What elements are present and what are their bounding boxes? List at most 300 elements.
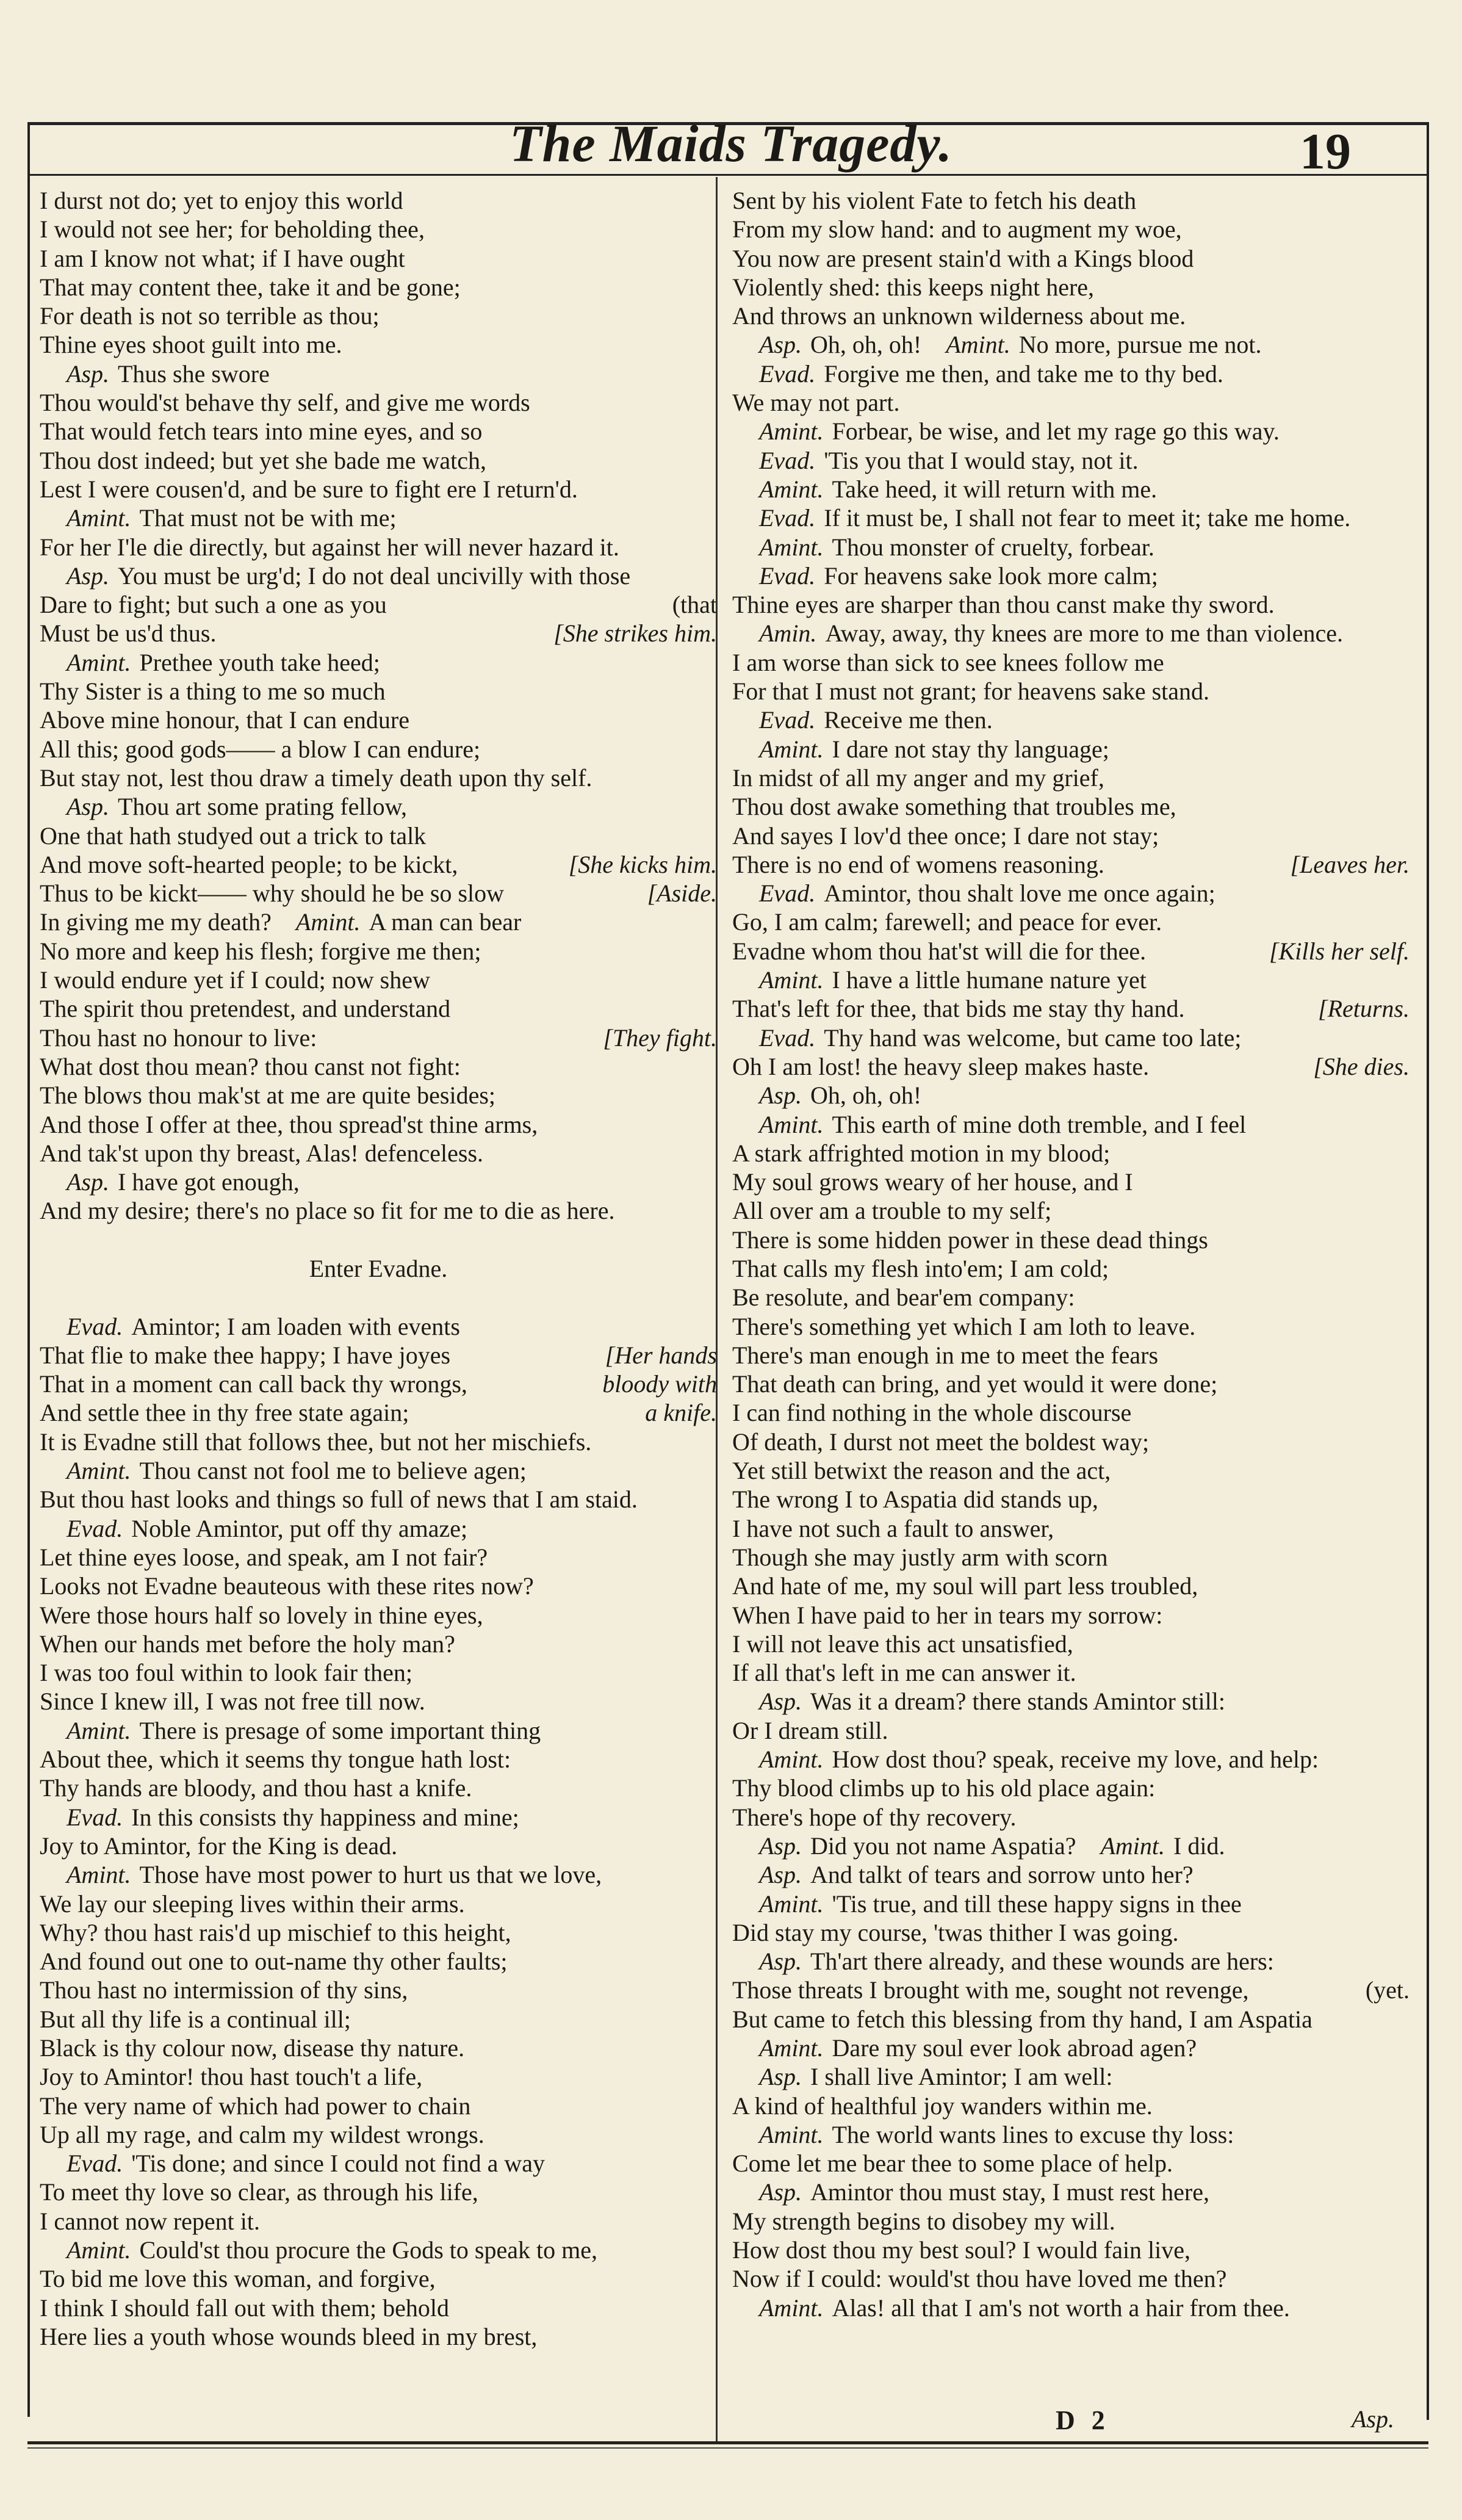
verse-line	[732, 1370, 1410, 1398]
verse-line	[732, 533, 1410, 561]
stage-direction: [Kills her self.	[1269, 937, 1410, 965]
line-text: If it must be, I shall not fear to meet it; take me home.	[824, 504, 1351, 532]
line-text: Or I dream still.	[732, 1716, 888, 1744]
verse-line	[40, 215, 717, 244]
verse-line	[732, 2207, 1410, 2236]
verse-line	[40, 850, 717, 879]
verse-line	[40, 2178, 717, 2206]
line-text: 'Tis true, and till these happy signs in thee	[832, 1890, 1242, 1918]
verse-line	[732, 244, 1410, 273]
verse-line	[40, 2294, 717, 2322]
line-text: A stark affrighted motion in my blood;	[732, 1139, 1111, 1167]
verse-line	[732, 937, 1410, 966]
verse-line	[40, 1832, 717, 1860]
line-text: Thine eyes shoot guilt into me.	[40, 331, 342, 359]
verse-line	[732, 388, 1410, 417]
line-text: And settle thee in thy free state again;	[40, 1399, 409, 1427]
speaker-prefix: Asp.	[759, 1948, 802, 1976]
speaker-prefix: Asp.	[759, 2178, 802, 2206]
line-text: And tak'st upon thy breast, Alas! defenceless.	[40, 1139, 484, 1167]
line-text: I was too foul within to look fair then;	[40, 1659, 413, 1687]
line-text: How dost thou my best soul? I would fain live,	[732, 2236, 1191, 2264]
line-text: There is presage of some important thing	[139, 1716, 541, 1744]
line-text: Were those hours half so lovely in thine eyes,	[40, 1601, 483, 1629]
line-text: Yet still betwixt the reason and the act,	[732, 1457, 1111, 1485]
line-text: From my slow hand: and to augment my woe,	[732, 215, 1182, 244]
line-text: But all thy life is a continual ill;	[40, 2005, 351, 2033]
verse-line	[40, 648, 717, 677]
verse-line	[40, 1254, 717, 1283]
verse-line	[40, 446, 717, 475]
line-text: Sent by his violent Fate to fetch his death	[732, 187, 1137, 214]
speaker-prefix: Amin.	[759, 619, 817, 648]
line-text: Why? thou hast rais'd up mischief to this height,	[40, 1918, 511, 1946]
verse-line	[40, 1658, 717, 1687]
verse-line	[732, 1658, 1410, 1687]
verse-line	[732, 994, 1410, 1023]
verse-line	[40, 677, 717, 706]
line-text: The blows thou mak'st at me are quite besides;	[40, 1081, 496, 1110]
line-text: Dare my soul ever look abroad agen?	[832, 2034, 1197, 2062]
verse-line	[40, 821, 717, 850]
line-text: Forgive me then, and take me to thy bed.	[824, 359, 1223, 388]
verse-line	[40, 1168, 717, 1196]
line-text: The spirit thou pretendest, and understand	[40, 995, 451, 1023]
verse-line	[732, 1832, 1410, 1860]
verse-line	[40, 1601, 717, 1630]
line-text: Away, away, thy knees are more to me than violence.	[825, 619, 1344, 648]
turnover: (that	[672, 591, 717, 619]
verse-line	[732, 273, 1410, 301]
verse-line	[40, 1226, 717, 1254]
line-text: Lest I were cousen'd, and be sure to fight ere I return'd.	[40, 475, 578, 503]
verse-line	[732, 966, 1410, 994]
verse-line	[40, 417, 717, 446]
verse-line	[732, 359, 1410, 388]
speaker-prefix: Evad.	[67, 1803, 123, 1831]
verse-line	[732, 2062, 1410, 2091]
stage-direction: [She dies.	[1313, 1052, 1410, 1080]
verse-line	[40, 1370, 717, 1398]
line-text: I will not leave this act unsatisfied,	[732, 1630, 1073, 1658]
line-text: Though she may justly arm with scorn	[732, 1543, 1108, 1571]
verse-line	[732, 1543, 1410, 1572]
verse-line	[40, 2120, 717, 2149]
speaker-prefix: Amint.	[67, 504, 131, 532]
verse-line	[40, 937, 717, 966]
verse-line	[732, 1254, 1410, 1283]
line-text: Evadne whom thou hat'st will die for thee.	[732, 937, 1147, 965]
line-text: Could'st thou procure the Gods to speak to me,	[139, 2236, 597, 2264]
line-text: This earth of mine doth tremble, and I feel	[832, 1110, 1247, 1138]
line-text: I can find nothing in the whole discourse	[732, 1399, 1132, 1427]
verse-line	[40, 359, 717, 388]
running-title: The Maids Tragedy.	[510, 114, 952, 173]
line-text: Forbear, be wise, and let my rage go this way.	[832, 417, 1280, 446]
line-text: Dare to fight; but such a one as you	[40, 591, 387, 619]
speaker-prefix: Amint.	[759, 1890, 824, 1918]
verse-line	[732, 186, 1410, 215]
line-text: I have got enough,	[118, 1168, 300, 1196]
line-text: All this; good gods—— a blow I can endure;	[40, 735, 481, 763]
line-text: For heavens sake look more calm;	[824, 561, 1158, 590]
verse-line	[732, 2149, 1410, 2178]
verse-line	[40, 1976, 717, 2004]
verse-line	[40, 1572, 717, 1600]
verse-line	[732, 1745, 1410, 1774]
line-text: Thus she swore	[118, 359, 270, 388]
stage-direction: [Returns.	[1318, 995, 1410, 1023]
frame-right-rule	[1427, 122, 1429, 2420]
verse-line	[40, 1312, 717, 1341]
verse-line	[732, 301, 1410, 330]
line-text: Black is thy colour now, disease thy nature.	[40, 2034, 465, 2062]
line-text: That may content thee, take it and be gone;	[40, 273, 461, 301]
line-text: One that hath studyed out a trick to talk	[40, 821, 427, 850]
line-text: I would not see her; for beholding thee,	[40, 215, 425, 244]
line-text: Thy hand was welcome, but came too late;	[824, 1024, 1242, 1052]
line-text: We lay our sleeping lives within their arms.	[40, 1890, 465, 1918]
speaker-prefix: Amint.	[759, 2294, 824, 2322]
line-text: When our hands met before the holy man?	[40, 1630, 455, 1658]
line-text: 'Tis done; and since I could not find a way	[131, 2150, 546, 2178]
verse-line	[40, 273, 717, 301]
verse-line	[40, 301, 717, 330]
line-text: The very name of which had power to chain	[40, 2092, 471, 2120]
verse-line	[732, 850, 1410, 879]
line-text: Noble Amintor, put off thy amaze;	[131, 1514, 468, 1542]
line-text: Was it a dream? there stands Amintor still:	[810, 1688, 1225, 1716]
verse-line	[732, 648, 1410, 677]
verse-line	[732, 2178, 1410, 2206]
verse-line	[40, 2005, 717, 2034]
verse-line	[732, 1052, 1410, 1081]
verse-line	[40, 1110, 717, 1139]
speaker-prefix: Evad.	[759, 879, 816, 908]
speaker-prefix: Amint.	[759, 735, 824, 763]
catchword: Asp.	[1352, 2405, 1394, 2433]
verse-line	[40, 619, 717, 648]
line-text: Looks not Evadne beauteous with these rites now?	[40, 1572, 534, 1600]
line-text: That death can bring, and yet would it were done;	[732, 1370, 1218, 1398]
speaker-prefix: Amint.	[759, 475, 824, 503]
line-text: Violently shed: this keeps night here,	[732, 273, 1095, 301]
verse-line	[40, 2264, 717, 2293]
verse-line	[732, 706, 1410, 734]
line-text: I would endure yet if I could; now shew	[40, 966, 430, 994]
line-text: But thou hast looks and things so full of news that I am staid.	[40, 1486, 638, 1514]
line-text: Thy blood climbs up to his old place again:	[732, 1774, 1156, 1802]
verse-line	[40, 2149, 717, 2178]
verse-line	[732, 417, 1410, 446]
verse-line	[732, 1312, 1410, 1341]
speaker-prefix: Amint.	[759, 417, 824, 446]
speaker-prefix: Asp.	[759, 1081, 802, 1110]
verse-line	[40, 994, 717, 1023]
verse-line	[732, 330, 1410, 359]
verse-line	[732, 821, 1410, 850]
verse-line	[40, 475, 717, 504]
line-text: That flie to make thee happy; I have joyes	[40, 1341, 451, 1369]
line-text: In midst of all my anger and my grief,	[732, 764, 1104, 792]
page-number: 19	[1300, 123, 1351, 180]
verse-line	[732, 1456, 1410, 1485]
verse-line	[40, 1774, 717, 1802]
line-text: There's hope of thy recovery.	[732, 1803, 1017, 1831]
line-text: For death is not so terrible as thou;	[40, 302, 380, 330]
verse-line	[732, 1976, 1410, 2004]
verse-line	[40, 1716, 717, 1745]
stage-direction: bloody with	[602, 1370, 717, 1398]
line-text: I shall live Amintor; I am well:	[810, 2063, 1113, 2091]
verse-line	[40, 2207, 717, 2236]
verse-line	[732, 879, 1410, 908]
line-text: And talkt of tears and sorrow unto her?	[810, 1861, 1194, 1889]
line-text: You must be urg'd; I do not deal uncivilly with those	[118, 561, 631, 590]
line-text: Th'art there already, and these wounds are hers:	[810, 1948, 1274, 1976]
left-column	[40, 186, 717, 2351]
line-text: Here lies a youth whose wounds bleed in my brest,	[40, 2322, 538, 2350]
stage-direction: [She kicks him.	[568, 850, 717, 878]
verse-line	[732, 1860, 1410, 1889]
verse-line	[732, 764, 1410, 792]
verse-line	[732, 1947, 1410, 1976]
turnover: (yet.	[1365, 1976, 1410, 2004]
speaker-prefix: Amint.	[1100, 1832, 1165, 1860]
stage-direction: [Her hands	[605, 1341, 717, 1369]
speaker-prefix: Amint.	[759, 1110, 824, 1138]
verse-line	[40, 879, 717, 908]
line-text: Now if I could: would'st thou have loved me then?	[732, 2265, 1227, 2293]
line-text: Prethee youth take heed;	[139, 648, 380, 676]
line-text: We may not part.	[732, 389, 900, 417]
stage-direction: [They fight.	[603, 1024, 717, 1052]
line-text: About thee, which it seems thy tongue hath lost:	[40, 1746, 511, 1774]
line-text: Go, I am calm; farewell; and peace for ever.	[732, 908, 1162, 936]
speaker-prefix: Evad.	[759, 504, 816, 532]
line-text: When I have paid to her in tears my sorrow:	[732, 1601, 1163, 1629]
verse-line	[732, 1398, 1410, 1427]
verse-line	[40, 186, 717, 215]
line-text: A kind of healthful joy wanders within me.	[732, 2092, 1153, 2120]
verse-line	[732, 2264, 1410, 2293]
verse-line	[732, 446, 1410, 475]
speaker-prefix: Amint.	[67, 1716, 131, 1744]
stage-direction: [Aside.	[647, 879, 717, 908]
line-text: Thus to be kickt—— why should he be so slow	[40, 879, 505, 908]
verse-line	[40, 590, 717, 619]
verse-line	[40, 244, 717, 273]
line-text: There is some hidden power in these dead things	[732, 1226, 1208, 1254]
line-text: Did stay my course, 'twas thither I was going.	[732, 1918, 1179, 1946]
verse-line	[40, 330, 717, 359]
verse-line	[40, 1485, 717, 1514]
line-text: Above mine honour, that I can endure	[40, 706, 409, 734]
line-text: Did you not name Aspatia?	[810, 1832, 1076, 1860]
verse-line	[40, 1630, 717, 1658]
header-rule	[27, 174, 1428, 176]
line-text: Thou hast no intermission of thy sins,	[40, 1976, 408, 2004]
line-text: No more and keep his flesh; forgive me then;	[40, 937, 481, 965]
verse-line	[732, 504, 1410, 532]
line-text: That in a moment can call back thy wrongs,	[40, 1370, 467, 1398]
verse-line	[732, 1196, 1410, 1225]
verse-line	[732, 215, 1410, 244]
line-text: For that I must not grant; for heavens sake stand.	[732, 677, 1210, 706]
line-text: Since I knew ill, I was not free till now.	[40, 1688, 425, 1716]
verse-line	[732, 1572, 1410, 1600]
speaker-prefix: Evad.	[67, 2150, 123, 2178]
speaker-prefix: Evad.	[759, 446, 816, 474]
verse-line	[40, 2062, 717, 2091]
verse-line	[40, 1398, 717, 1427]
line-text: Thou art some prating fellow,	[118, 793, 407, 821]
line-text: Receive me then.	[824, 706, 993, 734]
verse-line	[732, 1774, 1410, 1802]
line-text: What dost thou mean? thou canst not fight:	[40, 1052, 461, 1080]
line-text: Thy Sister is a thing to me so much	[40, 677, 386, 706]
verse-line	[732, 1139, 1410, 1168]
verse-line	[732, 1341, 1410, 1370]
line-text: Thine eyes are sharper than thou canst make thy sword.	[732, 591, 1275, 619]
verse-line	[40, 1860, 717, 1889]
speaker-prefix: Evad.	[759, 1024, 816, 1052]
verse-line	[732, 1514, 1410, 1543]
line-text: I am worse than sick to see knees follow me	[732, 648, 1164, 676]
verse-line	[40, 764, 717, 792]
line-text: And my desire; there's no place so fit for me to die as here.	[40, 1197, 615, 1225]
stage-direction: [She strikes him.	[553, 619, 717, 648]
verse-line	[732, 619, 1410, 648]
verse-line	[732, 1081, 1410, 1110]
speaker-prefix: Asp.	[759, 331, 802, 359]
line-text: The world wants lines to excuse thy loss:	[832, 2120, 1234, 2148]
speaker-prefix: Evad.	[67, 1514, 123, 1542]
verse-line	[732, 1716, 1410, 1745]
verse-line	[40, 1745, 717, 1774]
line-text: All over am a trouble to my self;	[732, 1197, 1052, 1225]
verse-line	[40, 2092, 717, 2120]
verse-line	[732, 1803, 1410, 1832]
line-text: My strength begins to disobey my will.	[732, 2207, 1115, 2235]
frame-bottom-rule-thin	[27, 2447, 1428, 2449]
line-text: Oh, oh, oh!	[810, 1081, 922, 1110]
verse-line	[40, 2236, 717, 2264]
line-text: Joy to Amintor, for the King is dead.	[40, 1832, 398, 1860]
verse-line	[40, 1196, 717, 1225]
verse-line	[40, 908, 717, 936]
line-text: Come let me bear thee to some place of help.	[732, 2150, 1173, 2178]
speaker-prefix: Amint.	[946, 331, 1010, 359]
verse-line	[732, 2294, 1410, 2322]
line-text: Of death, I durst not meet the boldest way;	[732, 1428, 1150, 1456]
speaker-prefix: Asp.	[67, 561, 109, 590]
line-text: Thou would'st behave thy self, and give me words	[40, 389, 530, 417]
right-column	[732, 186, 1410, 2322]
line-text: Thou monster of cruelty, forbear.	[832, 533, 1154, 561]
line-text: For her I'le die directly, but against her will never hazard it.	[40, 533, 619, 561]
verse-line	[40, 1890, 717, 1918]
speaker-prefix: Amint.	[759, 966, 824, 994]
line-text: But stay not, lest thou draw a timely death upon thy self.	[40, 764, 592, 792]
verse-line	[732, 2236, 1410, 2264]
line-text: My soul grows weary of her house, and I	[732, 1168, 1133, 1196]
verse-line	[40, 792, 717, 821]
line-text: Oh I am lost! the heavy sleep makes haste.	[732, 1052, 1150, 1080]
verse-line	[732, 1283, 1410, 1312]
verse-line	[40, 966, 717, 994]
line-text: Amintor thou must stay, I must rest here,	[810, 2178, 1209, 2206]
line-text: Let thine eyes loose, and speak, am I not fair?	[40, 1543, 488, 1571]
line-text: You now are present stain'd with a Kings blood	[732, 244, 1194, 272]
verse-line	[732, 1918, 1410, 1947]
verse-line	[732, 1428, 1410, 1456]
verse-line	[732, 1226, 1410, 1254]
verse-line	[732, 1601, 1410, 1630]
verse-line	[732, 2120, 1410, 2149]
verse-line	[40, 1514, 717, 1543]
verse-line	[732, 590, 1410, 619]
verse-line	[40, 1687, 717, 1716]
verse-line	[732, 1110, 1410, 1139]
line-text: And sayes I lov'd thee once; I dare not stay;	[732, 821, 1159, 850]
verse-line	[732, 1168, 1410, 1196]
verse-line	[40, 2034, 717, 2062]
speaker-prefix: Evad.	[759, 359, 816, 388]
speaker-prefix: Asp.	[759, 1861, 802, 1889]
verse-line	[40, 1947, 717, 1976]
verse-line	[732, 792, 1410, 821]
verse-line	[40, 1803, 717, 1832]
verse-line	[732, 475, 1410, 504]
speaker-prefix: Amint.	[759, 2034, 824, 2062]
line-text: And move soft-hearted people; to be kickt,	[40, 850, 458, 878]
line-text: I have a little humane nature yet	[832, 966, 1147, 994]
line-text: I think I should fall out with them; behold	[40, 2294, 450, 2322]
line-text: No more, pursue me not.	[1018, 331, 1262, 359]
line-text: That calls my flesh into'em; I am cold;	[732, 1254, 1109, 1282]
line-text: In this consists thy happiness and mine;	[131, 1803, 519, 1831]
line-text: I durst not do; yet to enjoy this world	[40, 187, 403, 214]
printer-signature: D 2	[1056, 2405, 1110, 2435]
speaker-prefix: Amint.	[67, 1861, 131, 1889]
line-text: And throws an unknown wilderness about me.	[732, 302, 1186, 330]
line-text: That's left for thee, that bids me stay thy hand.	[732, 995, 1185, 1023]
line-text: Amintor, thou shalt love me once again;	[824, 879, 1215, 908]
frame-left-rule	[27, 122, 30, 2417]
verse-line	[732, 1890, 1410, 1918]
line-text: Those threats I brought with me, sought not revenge,	[732, 1976, 1249, 2004]
line-text: Alas! all that I am's not worth a hair from thee.	[832, 2294, 1290, 2322]
line-text: How dost thou? speak, receive my love, and help:	[832, 1746, 1319, 1774]
verse-line	[40, 1283, 717, 1312]
speaker-prefix: Asp.	[759, 2063, 802, 2091]
verse-line	[732, 908, 1410, 936]
line-text: And found out one to out-name thy other faults;	[40, 1948, 508, 1976]
verse-line	[732, 1024, 1410, 1052]
frame-bottom-rule	[27, 2441, 1428, 2444]
line-text: Thou canst not fool me to believe agen;	[139, 1457, 527, 1485]
speaker-prefix: Asp.	[67, 793, 109, 821]
line-text: I dare not stay thy language;	[832, 735, 1109, 763]
speaker-prefix: Asp.	[759, 1832, 802, 1860]
speaker-prefix: Amint.	[295, 908, 361, 936]
line-text: 'Tis you that I would stay, not it.	[824, 446, 1139, 474]
stage-entrance: Enter Evadne.	[309, 1254, 448, 1282]
verse-line	[732, 677, 1410, 706]
verse-line	[732, 561, 1410, 590]
speaker-prefix: Evad.	[67, 1312, 123, 1340]
